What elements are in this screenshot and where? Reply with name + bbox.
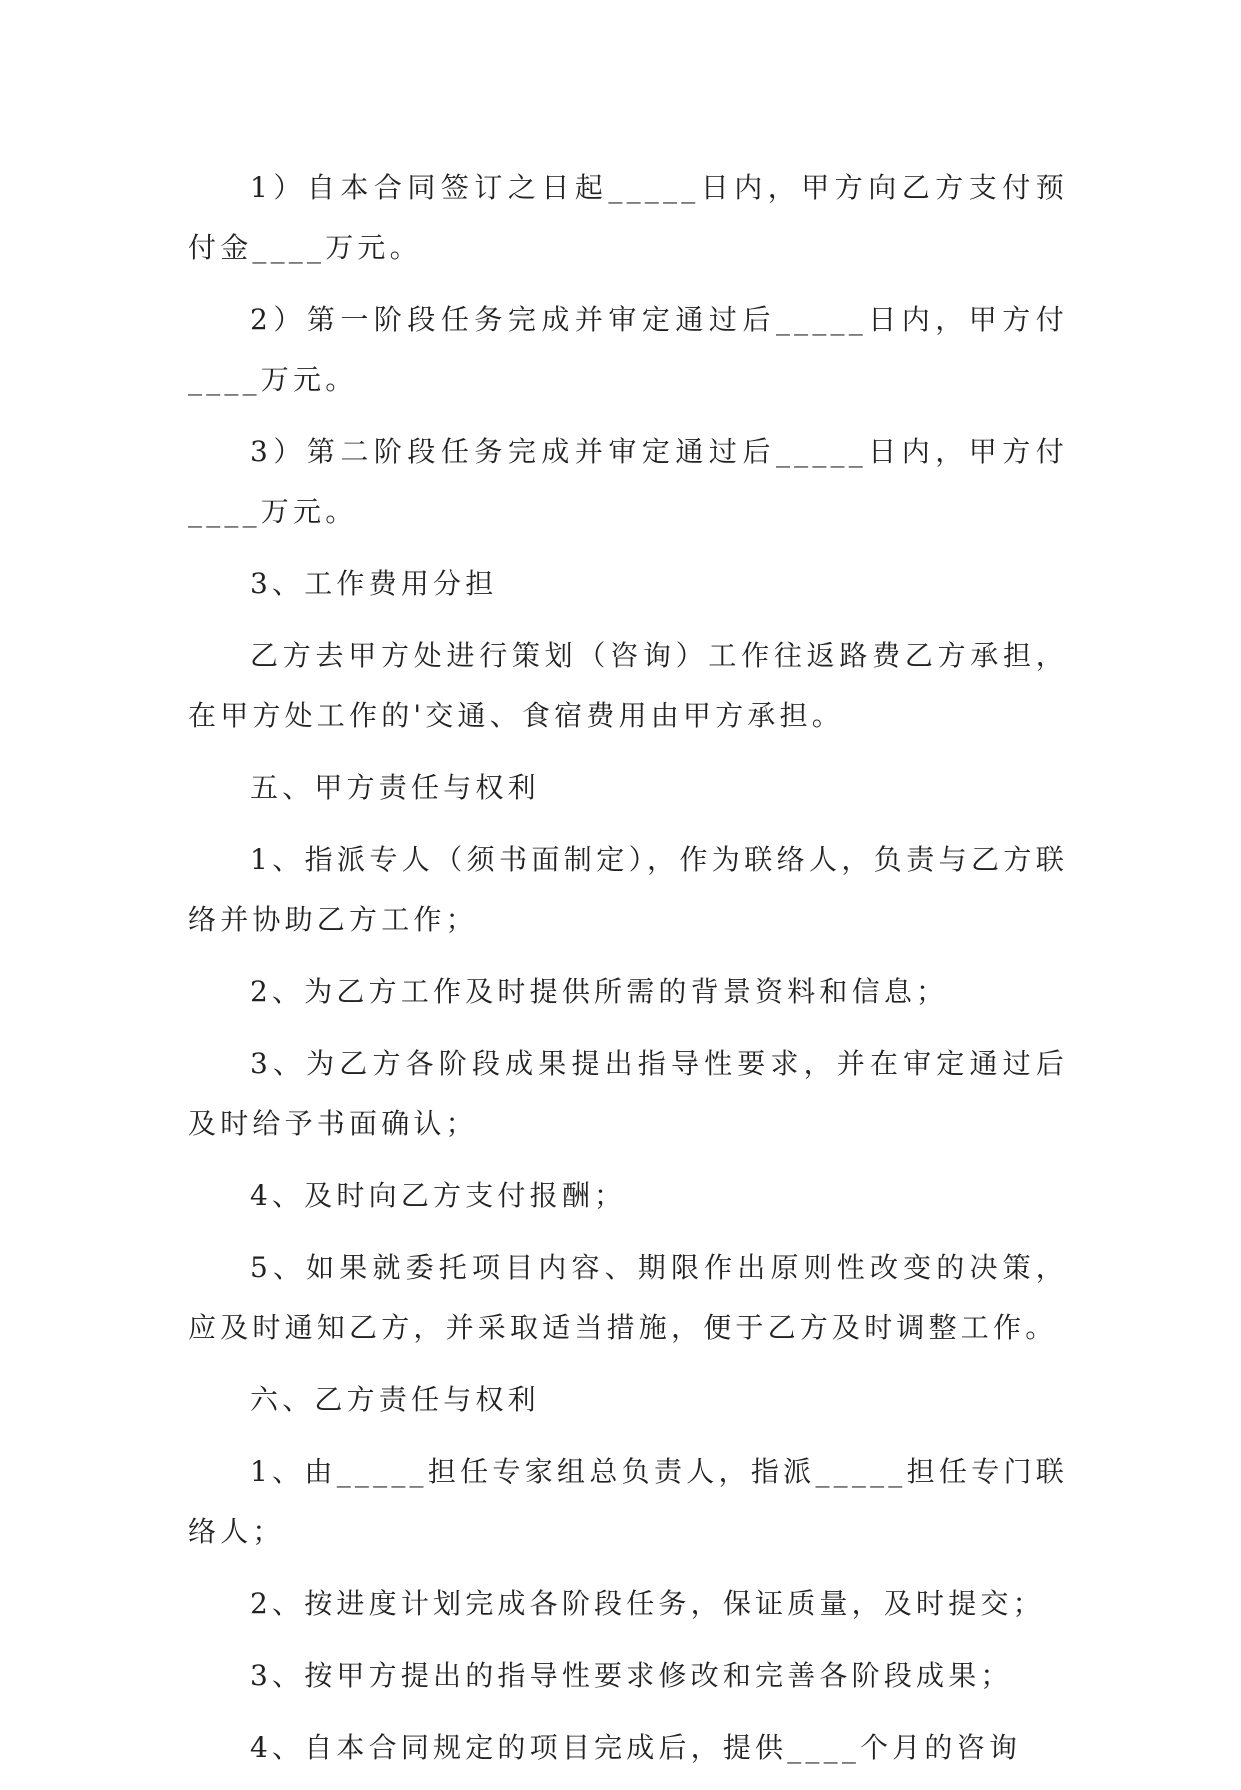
paragraph-payment-1: 1）自本合同签订之日起_____日内，甲方向乙方支付预付金____万元。 [188, 171, 1068, 264]
paragraph-party-a-4: 4、及时向乙方支付报酬； [250, 1179, 627, 1212]
paragraph-party-a-3: 3、为乙方各阶段成果提出指导性要求，并在审定通过后及时给予书面确认； [188, 1047, 1068, 1140]
paragraph-party-b-2: 2、按进度计划完成各阶段任务，保证质量，及时提交； [250, 1587, 1045, 1620]
paragraph-party-a-5: 5、如果就委托项目内容、期限作出原则性改变的决策，应及时通知乙方，并采取适当措施，便于乙方及时调整工作。 [188, 1251, 1068, 1344]
paragraph-party-b-4: 4、自本合同规定的项目完成后，提供____个月的咨询 [250, 1731, 1022, 1764]
paragraph-party-b-1: 1、由_____担任专家组总负责人，指派_____担任专门联络人； [188, 1455, 1068, 1548]
document-body [188, 158, 1068, 1790]
paragraph-party-a-2: 2、为乙方工作及时提供所需的背景资料和信息； [250, 975, 949, 1008]
paragraph-cost-sharing-heading: 3、工作费用分担 [250, 567, 498, 600]
paragraph-cost-sharing: 乙方去甲方处进行策划（咨询）工作往返路费乙方承担，在甲方处工作的'交通、食宿费用由甲方承担。 [188, 639, 1068, 732]
paragraph-payment-3: 3）第二阶段任务完成并审定通过后_____日内，甲方付____万元。 [188, 435, 1068, 528]
section-heading-party-b: 六、乙方责任与权利 [250, 1383, 540, 1416]
paragraph-payment-2: 2）第一阶段任务完成并审定通过后_____日内，甲方付____万元。 [188, 303, 1068, 396]
paragraph-party-a-1: 1、指派专人（须书面制定），作为联络人，负责与乙方联络并协助乙方工作； [188, 843, 1068, 936]
paragraph-party-b-3: 3、按甲方提出的指导性要求修改和完善各阶段成果； [250, 1659, 1013, 1692]
section-heading-party-a: 五、甲方责任与权利 [250, 771, 540, 804]
